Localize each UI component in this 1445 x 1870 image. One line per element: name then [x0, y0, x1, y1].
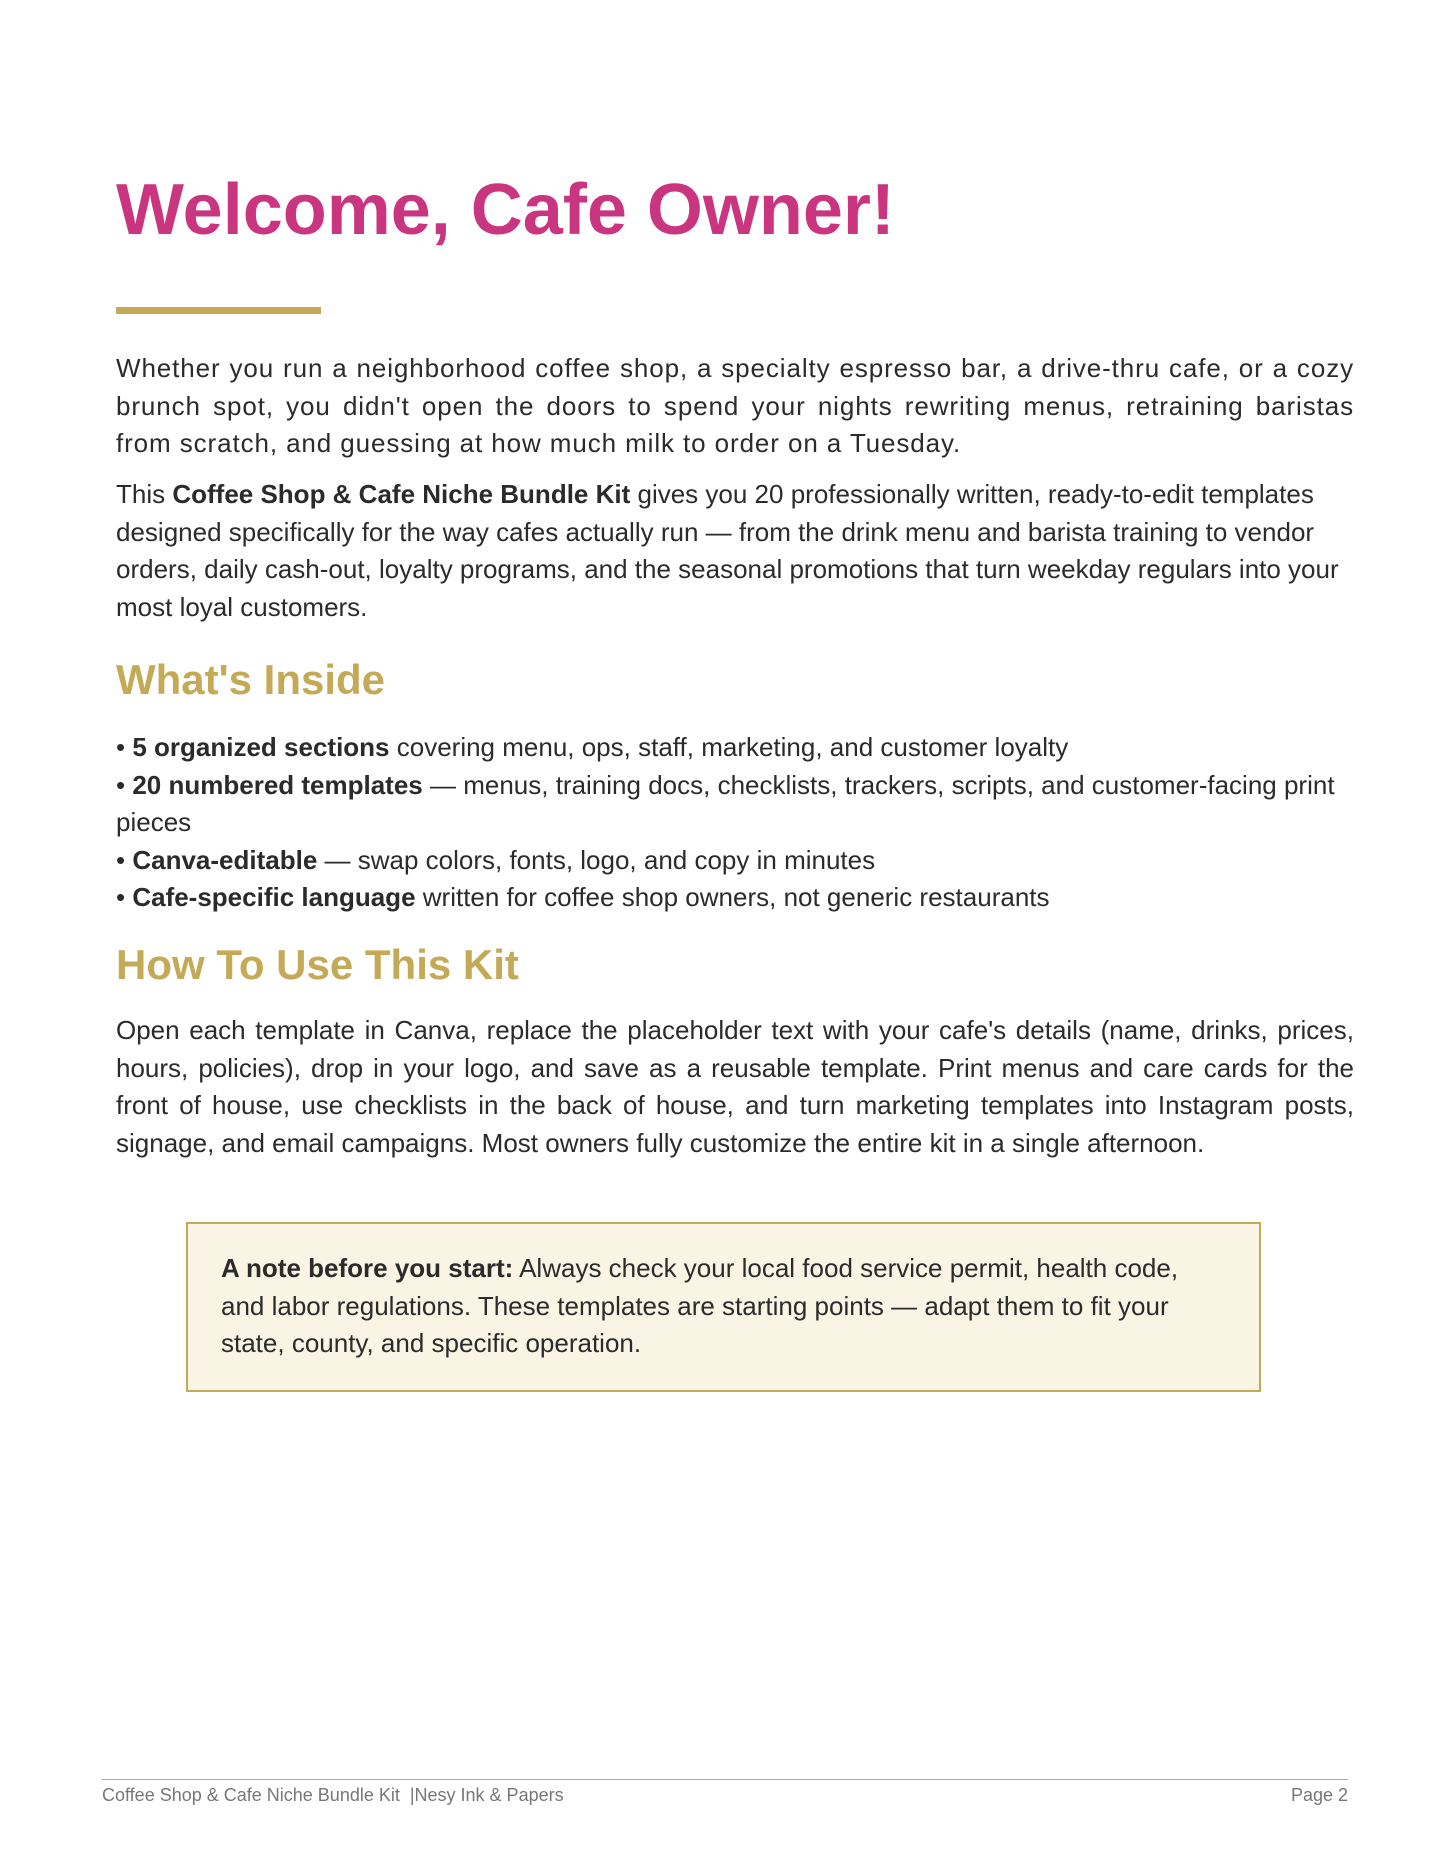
- page-number: Page 2: [1290, 1785, 1348, 1805]
- list-item: [116, 767, 1354, 842]
- list-item-text: written for coffee shop owners, not generic restaurants: [415, 882, 1050, 912]
- note-body: Always check your local food service permit, health code, and labor regulations. These templates are starting points — adapt them to fit your state, county, and specific operation.: [221, 1253, 1179, 1358]
- bullet: •: [116, 844, 133, 875]
- title-underline: [116, 307, 321, 314]
- list-item: [116, 879, 1354, 917]
- whats-inside-heading: What's Inside: [116, 656, 386, 703]
- intro-paragraph-1: Whether you run a neighborhood coffee shop, a specialty espresso bar, a drive-thru cafe, or a cozy brunch spot, you didn't open the doors to spend your nights rewriting menus, retraining baristas from scratch, and guessing at how much milk to order on a Tuesday.: [116, 353, 1354, 458]
- list-item-bold: Cafe-specific language: [132, 882, 416, 912]
- whats-inside-list: [116, 729, 1354, 917]
- bullet: •: [116, 769, 133, 800]
- bullet: •: [116, 882, 133, 912]
- how-to-use-heading: How To Use This Kit: [116, 941, 519, 988]
- bullet: •: [116, 732, 133, 762]
- list-item-text: — swap colors, fonts, logo, and copy in minutes: [317, 844, 876, 875]
- kit-name: Coffee Shop & Cafe Niche Bundle Kit: [172, 479, 631, 509]
- page-title: Welcome, Cafe Owner!: [116, 170, 895, 250]
- footer-title: Coffee Shop & Cafe Niche Bundle Kit |Nesy Ink & Papers: [102, 1785, 564, 1805]
- list-item-bold: 5 organized sections: [132, 732, 390, 762]
- list-item-bold: Canva-editable: [132, 844, 318, 875]
- footer-divider: [102, 1779, 1348, 1780]
- list-item-text: — menus, training docs, checklists, trackers, scripts, and customer-facing print pieces: [116, 769, 1335, 837]
- list-item-bold: 20 numbered templates: [132, 769, 423, 800]
- note-callout-box: [186, 1222, 1261, 1392]
- note-label: A note before you start:: [221, 1253, 514, 1283]
- list-item: [116, 729, 1354, 767]
- intro-paragraph-2-prefix: This: [116, 479, 173, 509]
- how-to-use-paragraph: Open each template in Canva, replace the placeholder text with your cafe's details (name, drinks, prices, hours, policies), drop in your logo, and save as a reusable template. Print menus and care cards for the front of house, use checklists in the back of house, and turn marketing templates into Instagram posts, signage, and email campaigns. Most owners fully customize the entire kit in a single afternoon.: [116, 1015, 1354, 1158]
- list-item: [116, 842, 1354, 880]
- intro-paragraph-2-rest: gives you 20 professionally written, ready-to-edit templates designed specifically for the way cafes actually run — from the drink menu and barista training to vendor orders, daily cash-out, loyalty programs, and the seasonal promotions that turn weekday regulars into your most loyal customers.: [116, 479, 1339, 622]
- list-item-text: covering menu, ops, staff, marketing, and customer loyalty: [389, 732, 1069, 762]
- intro-paragraph-2: [116, 476, 1354, 626]
- note-text: [221, 1250, 1227, 1363]
